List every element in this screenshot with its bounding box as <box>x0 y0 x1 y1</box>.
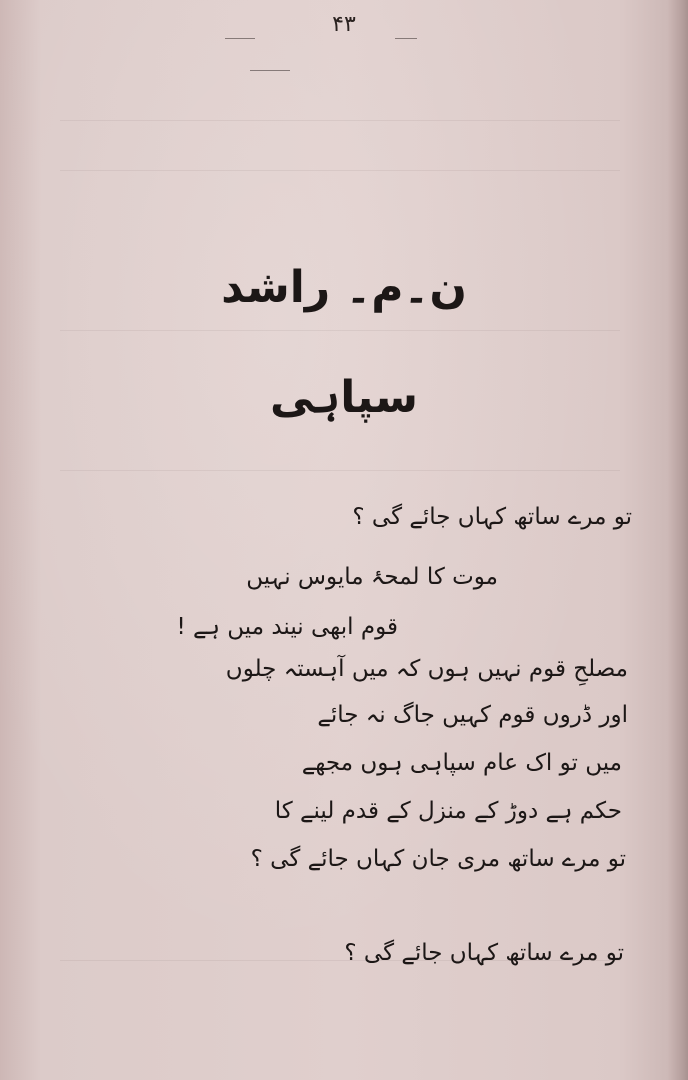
poem-line: تو مرے ساتھ کہاں جائے گی ؟ <box>352 504 632 530</box>
poem-line: موت کا لمحۂ مایوس نہیں <box>246 564 498 590</box>
poem-line: تو مرے ساتھ مری جان کہاں جائے گی ؟ <box>250 846 626 872</box>
poem-line: قوم ابھی نیند میں ہے ! <box>176 614 398 640</box>
poem-line: حکم ہے دوڑ کے منزل کے قدم لینے کا <box>274 798 622 824</box>
poem-line: اور ڈروں قوم کہیں جاگ نہ جائے <box>317 702 628 728</box>
page-number: ۴۳ <box>332 12 356 37</box>
book-spine-edge <box>668 0 688 1080</box>
poem-line: مصلحِ قوم نہیں ہوں کہ میں آہستہ چلوں <box>225 656 628 682</box>
page-number-dash <box>395 38 417 39</box>
bleed-through-line <box>60 330 620 331</box>
page-number-underline <box>250 70 290 71</box>
poem-line: تو مرے ساتھ کہاں جائے گی ؟ <box>344 940 624 966</box>
bleed-through-line <box>60 170 620 171</box>
bleed-through-line <box>60 470 620 471</box>
bleed-through-line <box>60 120 620 121</box>
poem-title: سپاہی <box>269 372 419 423</box>
poet-name: ن۔م۔ راشد <box>221 262 467 313</box>
page-number-dash <box>225 38 255 39</box>
poem-line: میں تو اک عام سپاہی ہوں مجھے <box>301 750 622 776</box>
